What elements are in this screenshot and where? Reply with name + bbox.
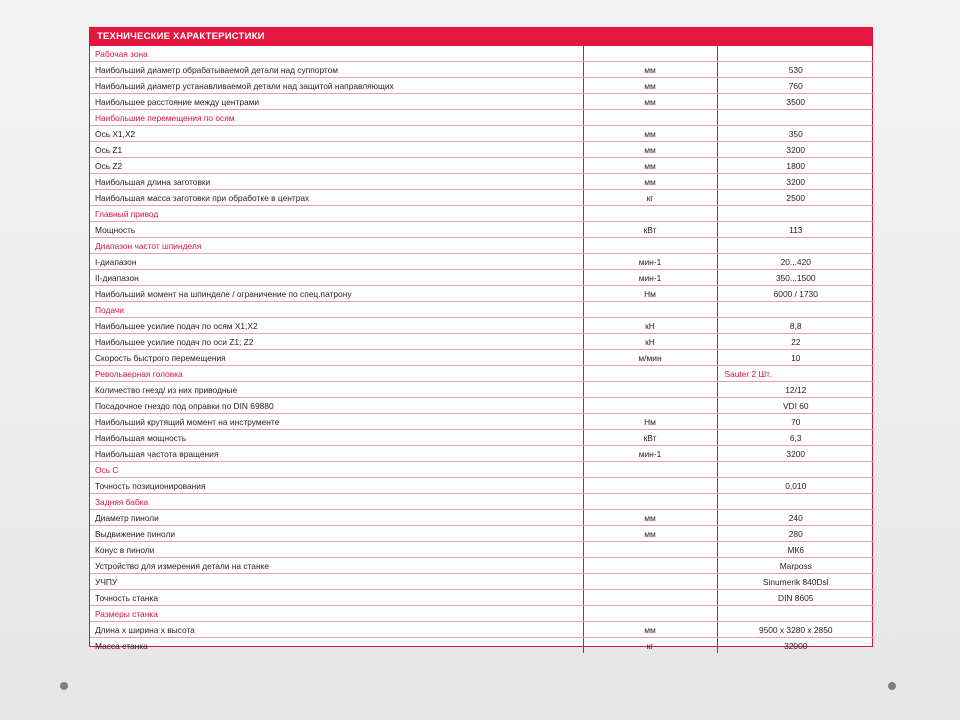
param-unit: кН [583,334,717,350]
param-value: 3200 [717,174,874,190]
param-unit [583,558,717,574]
param-value: 32000 [717,638,874,654]
table-row [90,638,874,654]
param-name: Наибольшая длина заготовки [90,174,583,190]
param-name: Длина х ширина х высота [90,622,583,638]
param-value: 2500 [717,190,874,206]
param-unit [583,462,717,478]
table-row [90,478,874,494]
param-unit: кВт [583,222,717,238]
table-row [90,158,874,174]
param-value: Sinumerik 840Dsl [717,574,874,590]
param-unit [583,46,717,62]
table-row [90,542,874,558]
section-row [90,494,874,510]
param-unit: мм [583,622,717,638]
section-row [90,462,874,478]
table-row [90,398,874,414]
param-unit: мм [583,62,717,78]
param-name: Наибольшая частота вращения [90,446,583,462]
spec-sheet [89,27,873,651]
table-row [90,142,874,158]
section-title: Размеры станка [90,606,583,622]
table-row [90,190,874,206]
section-row [90,366,874,382]
section-title: Подачи [90,302,583,318]
param-unit: мм [583,526,717,542]
param-name: Наибольшее усилие подач по оси Z1; Z2 [90,334,583,350]
param-unit [583,206,717,222]
param-name: Наибольший диаметр устанавливаемой детали над защитой направляющих [90,78,583,94]
param-name: Наибольшее усилие подач по осям X1;X2 [90,318,583,334]
table-row [90,414,874,430]
param-name: Мощность [90,222,583,238]
section-row [90,110,874,126]
section-row [90,46,874,62]
table-row [90,270,874,286]
param-name: Скорость быстрого перемещения [90,350,583,366]
param-value: 760 [717,78,874,94]
table-row [90,574,874,590]
param-name: Ось X1,X2 [90,126,583,142]
param-unit [583,494,717,510]
section-row [90,302,874,318]
param-unit: мин-1 [583,254,717,270]
table-row [90,446,874,462]
param-unit: кВт [583,430,717,446]
param-unit: Нм [583,286,717,302]
param-name: Выдвижение пиноли [90,526,583,542]
param-unit: мм [583,510,717,526]
table-row [90,334,874,350]
param-unit [583,574,717,590]
param-value: 8,8 [717,318,874,334]
param-name: Ось Z1 [90,142,583,158]
param-value: 3200 [717,142,874,158]
param-name: Масса станка [95,640,148,651]
section-row [90,606,874,622]
param-value [717,606,874,622]
param-unit [583,398,717,414]
table-row [90,590,874,606]
table-row [90,430,874,446]
param-value: МК6 [717,542,874,558]
param-value: 70 [717,414,874,430]
section-row [90,238,874,254]
param-unit: мм [583,142,717,158]
table-row [90,254,874,270]
spec-table [90,46,874,653]
section-title: Главный привод [90,206,583,222]
param-value: 6000 / 1730 [717,286,874,302]
param-value: 530 [717,62,874,78]
param-name: Наибольший крутящий момент на инструменте [90,414,583,430]
param-unit: мм [583,174,717,190]
param-name: Точность станка [90,590,583,606]
param-unit [583,590,717,606]
param-value: 280 [717,526,874,542]
param-unit: мин-1 [583,270,717,286]
param-value: 3200 [717,446,874,462]
param-name: Наибольшая мощность [90,430,583,446]
section-title: Диапазон частот шпинделя [90,238,583,254]
param-unit [583,110,717,126]
param-unit: мм [583,78,717,94]
section-title: Рабочая зона [90,46,583,62]
table-row [90,62,874,78]
param-unit: Нм [583,414,717,430]
spec-title: ТЕХНИЧЕСКИЕ ХАРАКТЕРИСТИКИ [90,28,872,46]
param-value: 20...420 [717,254,874,270]
param-unit [583,382,717,398]
param-value: 240 [717,510,874,526]
param-name: Наибольшее расстояние между центрами [90,94,583,110]
param-value [717,462,874,478]
table-row [90,286,874,302]
table-row [90,174,874,190]
table-row [90,526,874,542]
param-value: Marposs [717,558,874,574]
param-name: Устройство для измерения детали на станке [90,558,583,574]
param-unit [583,606,717,622]
param-unit [583,478,717,494]
param-unit: кг [583,638,717,654]
param-name: УЧПУ [90,574,583,590]
section-row [90,206,874,222]
param-unit: мин-1 [583,446,717,462]
param-name: Диаметр пиноли [90,510,583,526]
param-unit [583,302,717,318]
param-value: Sauter 2 Шт. [717,366,874,382]
param-unit: кН [583,318,717,334]
param-unit: мм [583,94,717,110]
param-value: 12/12 [717,382,874,398]
prev-slide-dot[interactable] [60,682,68,690]
table-row [90,382,874,398]
param-value [717,238,874,254]
param-unit: мм [583,126,717,142]
param-value [717,46,874,62]
table-row [90,558,874,574]
param-value [717,110,874,126]
param-name: Конус в пиноли [90,542,583,558]
param-value: 113 [717,222,874,238]
param-value: 6,3 [717,430,874,446]
table-row [90,318,874,334]
section-title: Ось С [90,462,583,478]
param-name: Наибольший момент на шпинделе / ограничение по спец.патрону [90,286,583,302]
table-row [90,622,874,638]
param-name: II-диапазон [90,270,583,286]
param-value: 22 [717,334,874,350]
param-value: 9500 х 3280 х 2850 [717,622,874,638]
param-unit: кг [583,190,717,206]
param-value [717,302,874,318]
param-value: 350...1500 [717,270,874,286]
param-name: Наибольшая масса заготовки при обработке в центрах [90,190,583,206]
param-name: I-диапазон [90,254,583,270]
table-row [90,126,874,142]
param-unit [583,542,717,558]
param-unit: м/мин [583,350,717,366]
param-value [717,206,874,222]
param-name: Ось Z2 [90,158,583,174]
table-row [90,94,874,110]
param-value [717,494,874,510]
param-value: VDI 60 [717,398,874,414]
param-value: 350 [717,126,874,142]
section-title: Револьверная головка [90,366,583,382]
param-unit [583,366,717,382]
section-title: Задняя бабка [90,494,583,510]
param-value: 1800 [717,158,874,174]
param-value: 10 [717,350,874,366]
param-unit: мм [583,158,717,174]
param-name: Количество гнезд/ из них приводные [90,382,583,398]
table-row [90,510,874,526]
param-value: DIN 8605 [717,590,874,606]
param-unit [583,238,717,254]
param-value: 3500 [717,94,874,110]
table-row [90,222,874,238]
param-value: 0,010 [717,478,874,494]
section-title: Наибольшие перемещения по осям [90,110,583,126]
param-name: Наибольший диаметр обрабатываемой детали над суппортом [90,62,583,78]
param-name: Точность позиционирования [90,478,583,494]
table-row [90,350,874,366]
next-slide-dot[interactable] [888,682,896,690]
table-row [90,78,874,94]
param-name: Посадочное гнездо под оправки по DIN 69880 [90,398,583,414]
